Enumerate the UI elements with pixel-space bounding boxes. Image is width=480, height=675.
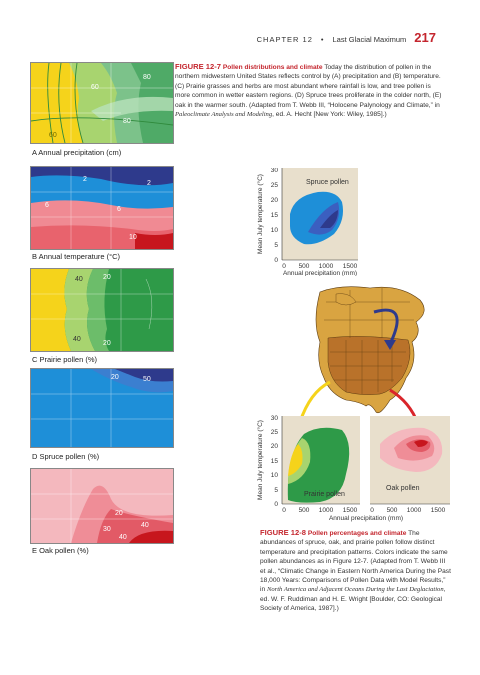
y-tick: 30 xyxy=(270,415,278,422)
x-tick: 1000 xyxy=(318,263,334,270)
map-a-caption: A Annual precipitation (cm) xyxy=(32,148,122,157)
map-oak-pollen xyxy=(30,468,174,544)
caption-italic: Paleoclimate Analysis and Modeling xyxy=(175,111,273,119)
contour-label: 50 xyxy=(143,376,151,383)
y-tick: 15 xyxy=(270,212,278,219)
y-axis-label: Mean July temperature (°C) xyxy=(257,420,264,500)
contour-label: 6 xyxy=(117,206,121,213)
figure-12-8-caption xyxy=(260,528,452,614)
contour-label: 6 xyxy=(45,202,49,209)
y-tick: 15 xyxy=(270,458,278,465)
contour-label: 40 xyxy=(119,534,127,541)
contour-label: 80 xyxy=(143,74,151,81)
figure-label: FIGURE 12-7 xyxy=(175,62,221,71)
x-axis-label: Annual precipitation (mm) xyxy=(282,270,358,276)
contour-label: 2 xyxy=(147,180,151,187)
contour-label: 60 xyxy=(49,132,57,139)
contour-label: 60 xyxy=(91,84,99,91)
x-tick: 1500 xyxy=(430,507,446,514)
running-header xyxy=(257,30,436,45)
x-tick: 0 xyxy=(282,263,286,270)
contour-label: 2 xyxy=(83,176,87,183)
y-tick: 0 xyxy=(274,501,278,508)
x-tick: 1500 xyxy=(342,507,358,514)
x-tick: 1500 xyxy=(342,263,358,270)
map-spruce-pollen xyxy=(30,368,174,448)
y-tick: 30 xyxy=(270,168,278,174)
y-tick: 5 xyxy=(274,487,278,494)
x-tick: 0 xyxy=(282,507,286,514)
map-d-caption: D Spruce pollen (%) xyxy=(32,452,100,461)
chapter-label: CHAPTER 12 xyxy=(256,35,313,44)
contour-label: 40 xyxy=(75,276,83,283)
contour-label: 20 xyxy=(115,510,123,517)
spruce-climate-chart xyxy=(246,168,376,281)
x-tick: 1000 xyxy=(406,507,422,514)
y-tick: 20 xyxy=(270,443,278,450)
figure-title: Pollen distributions and climate xyxy=(222,64,323,71)
caption-italic: North America and Adjacent Oceans During the Last Deglaciation xyxy=(266,586,444,594)
y-tick: 20 xyxy=(270,197,278,204)
prairie-oak-climate-chart xyxy=(246,414,462,529)
caption-tail: , ed. A. Hecht [New York: Wiley, 1985].) xyxy=(272,111,387,119)
page-number: 217 xyxy=(414,30,436,45)
y-tick: 25 xyxy=(270,429,278,436)
contour-label: 20 xyxy=(103,274,111,281)
map-temperature xyxy=(30,166,174,250)
oak-label: Oak pollen xyxy=(386,485,420,492)
caption-text: The abundances of spruce, oak, and prairie pollen follow distinct temperature and precipitation patterns. Colors indicate the same pollen abundances as in Figure 12-7. (Adapted from T. Webb III et al., “Climatic Change in Eastern North America During the Past 18,000 Years: Comparisons of Pollen Data with Model Results,” in xyxy=(260,530,451,594)
contour-label: 40 xyxy=(141,522,149,529)
x-tick: 500 xyxy=(298,263,310,270)
x-tick: 500 xyxy=(386,507,398,514)
contour-label: 20 xyxy=(103,340,111,347)
header-separator: • xyxy=(320,35,325,44)
caption-text: Today the distribution of pollen in the northern midwestern United States reflects control by (A) precipitation and (B) temperature. (C) Prairie grasses and herbs are most abundant where rainfall is low, and tree pollen is more common in wetter eastern regions. (D) Spruce trees proliferate in the colder north, (E) oak in the warmer south. (Adapted from T. Webb III, “Holocene Palynology and Climate,” in xyxy=(175,64,442,109)
contour-label: 20 xyxy=(111,374,119,381)
caption-tail: , ed. W. F. Ruddiman and H. E. Wright [Boulder, CO: Geological Society of America, 1987].) xyxy=(260,586,446,613)
figure-title: Pollen percentages and climate xyxy=(307,530,407,537)
y-axis-label: Mean July temperature (°C) xyxy=(257,174,264,254)
x-tick: 500 xyxy=(298,507,310,514)
map-e-caption: E Oak pollen (%) xyxy=(32,546,89,555)
y-tick: 10 xyxy=(270,227,278,234)
map-c-caption: C Prairie pollen (%) xyxy=(32,355,98,364)
y-tick: 25 xyxy=(270,182,278,189)
section-title: Last Glacial Maximum xyxy=(332,35,407,44)
prairie-label: Prairie pollen xyxy=(304,491,345,498)
contour-label: 40 xyxy=(73,336,81,343)
figure-12-7-caption xyxy=(175,62,447,119)
x-axis-label: Annual precipitation (mm) xyxy=(328,515,404,522)
chart-title: Spruce pollen xyxy=(306,179,349,186)
y-tick: 5 xyxy=(274,242,278,249)
contour-label: 10 xyxy=(129,234,137,241)
map-prairie-pollen xyxy=(30,268,174,352)
map-precipitation xyxy=(30,62,174,144)
x-tick: 0 xyxy=(370,507,374,514)
contour-label: 80 xyxy=(123,118,131,125)
y-tick: 10 xyxy=(270,472,278,479)
contour-label: 30 xyxy=(103,526,111,533)
figure-label: FIGURE 12-8 xyxy=(260,528,306,537)
y-tick: 0 xyxy=(274,257,278,264)
map-b-caption: B Annual temperature (°C) xyxy=(32,252,121,261)
x-tick: 1000 xyxy=(318,507,334,514)
